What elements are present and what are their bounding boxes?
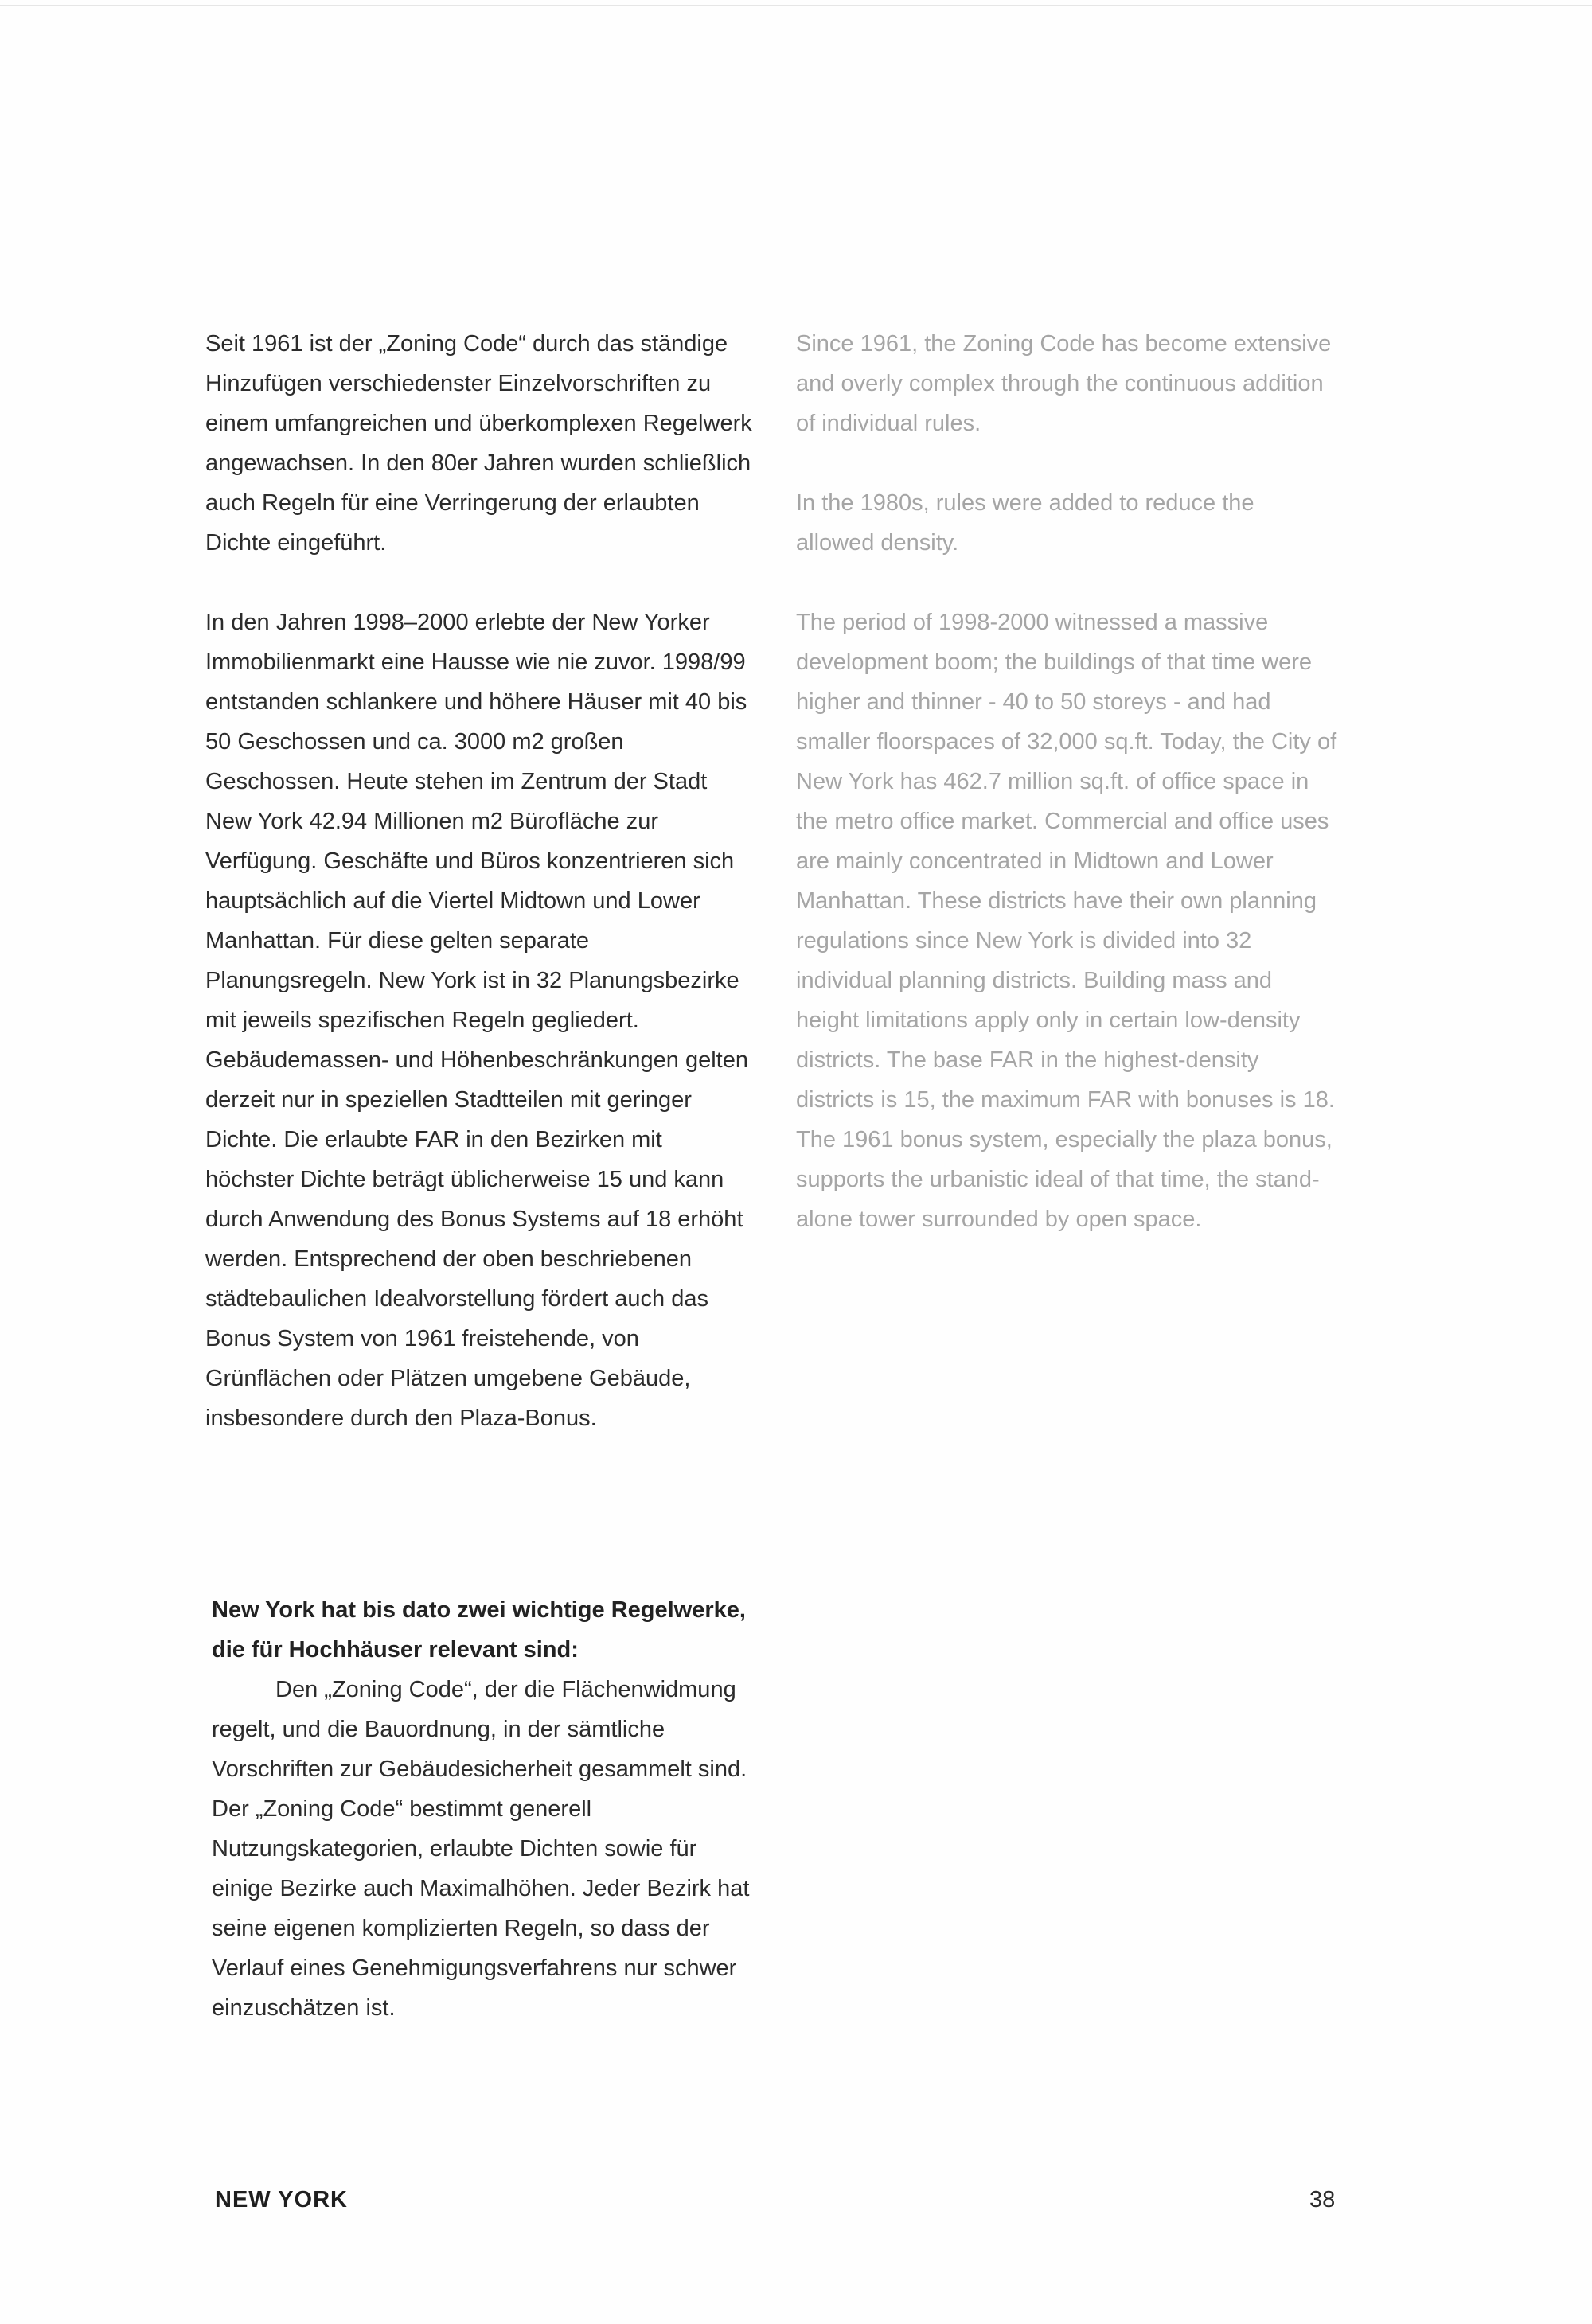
regulations-section <box>212 1590 761 2028</box>
german-paragraph-zoning-code-history: Seit 1961 ist der „Zoning Code“ durch das ständige Hinzufügen verschiedenster Einzelvorschriften zu einem umfangreichen und überkomplexen Regelwerk angewachsen. In den 80er Jahren wurden schließlich auch Regeln für eine Verringerung der erlaubten Dichte eingeführt. <box>205 331 752 556</box>
english-paragraph-zoning-code-history: Since 1961, the Zoning Code has become extensive and overly complex through the continuous addition of individual rules. <box>796 331 1332 436</box>
english-text-column <box>796 324 1337 1239</box>
english-paragraph-density-rules: In the 1980s, rules were added to reduce the allowed density. <box>796 490 1254 556</box>
german-text-column <box>205 324 755 1438</box>
regulations-body: Den „Zoning Code“, der die Flächenwidmung regelt, und die Bauordnung, in der sämtliche Vorschriften zur Gebäudesicherheit gesammelt sind. Der „Zoning Code“ bestimmt generell Nutzungskategorien, erlaubte Dichten sowie für einige Bezirke auch Maximalhöhen. Jeder Bezirk hat seine eigenen komplizierten Regeln, so dass der Verlauf eines Genehmigungsverfahrens nur schwer einzuschätzen ist. <box>212 1677 750 2021</box>
footer-section-label: NEW YORK <box>215 2187 348 2213</box>
regulations-heading: New York hat bis dato zwei wichtige Regelwerke, die für Hochhäuser relevant sind: <box>212 1597 746 1663</box>
scan-top-edge <box>0 5 1592 6</box>
german-paragraph-real-estate-boom: In den Jahren 1998–2000 erlebte der New Yorker Immobilienmarkt eine Hausse wie nie zuvor. 1998/99 entstanden schlankere und höhere Häuser mit 40 bis 50 Geschossen und ca. 3000 m2 großen Geschossen. Heute stehen im Zentrum der Stadt New York 42.94 Millionen m2 Bürofläche zur Verfügung. Geschäfte und Büros konzentrieren sich hauptsächlich auf die Viertel Midtown und Lower Manhattan. Für diese gelten separate Planungsregeln. New York ist in 32 Planungsbezirke mit jeweils spezifischen Regeln gegliedert. Gebäudemassen- und Höhenbeschränkungen gelten derzeit nur in speziellen Stadtteilen mit geringer Dichte. Die erlaubte FAR in den Bezirken mit höchster Dichte beträgt üblicherweise 15 und kann durch Anwendung des Bonus Systems auf 18 erhöht werden. Entsprechend der oben beschriebenen städtebaulichen Idealvorstellung fördert auch das Bonus System von 1961 freistehende, von Grünflächen oder Plätzen umgebene Gebäude, insbesondere durch den Plaza-Bonus. <box>205 610 748 1431</box>
page-number: 38 <box>1309 2187 1336 2213</box>
english-paragraph-development-boom: The period of 1998-2000 witnessed a massive development boom; the buildings of that time were higher and thinner - 40 to 50 storeys - and had smaller floorspaces of 32,000 sq.ft. Today, the City of New York has 462.7 million sq.ft. of office space in the metro office market. Commercial and office uses are mainly concentrated in Midtown and Lower Manhattan. These districts have their own planning regulations since New York is divided into 32 individual planning districts. Building mass and height limitations apply only in certain low-density districts. The base FAR in the highest-density districts is 15, the maximum FAR with bonuses is 18. The 1961 bonus system, especially the plaza bonus, supports the urbanistic ideal of that time, the stand-alone tower surrounded by open space. <box>796 610 1337 1232</box>
